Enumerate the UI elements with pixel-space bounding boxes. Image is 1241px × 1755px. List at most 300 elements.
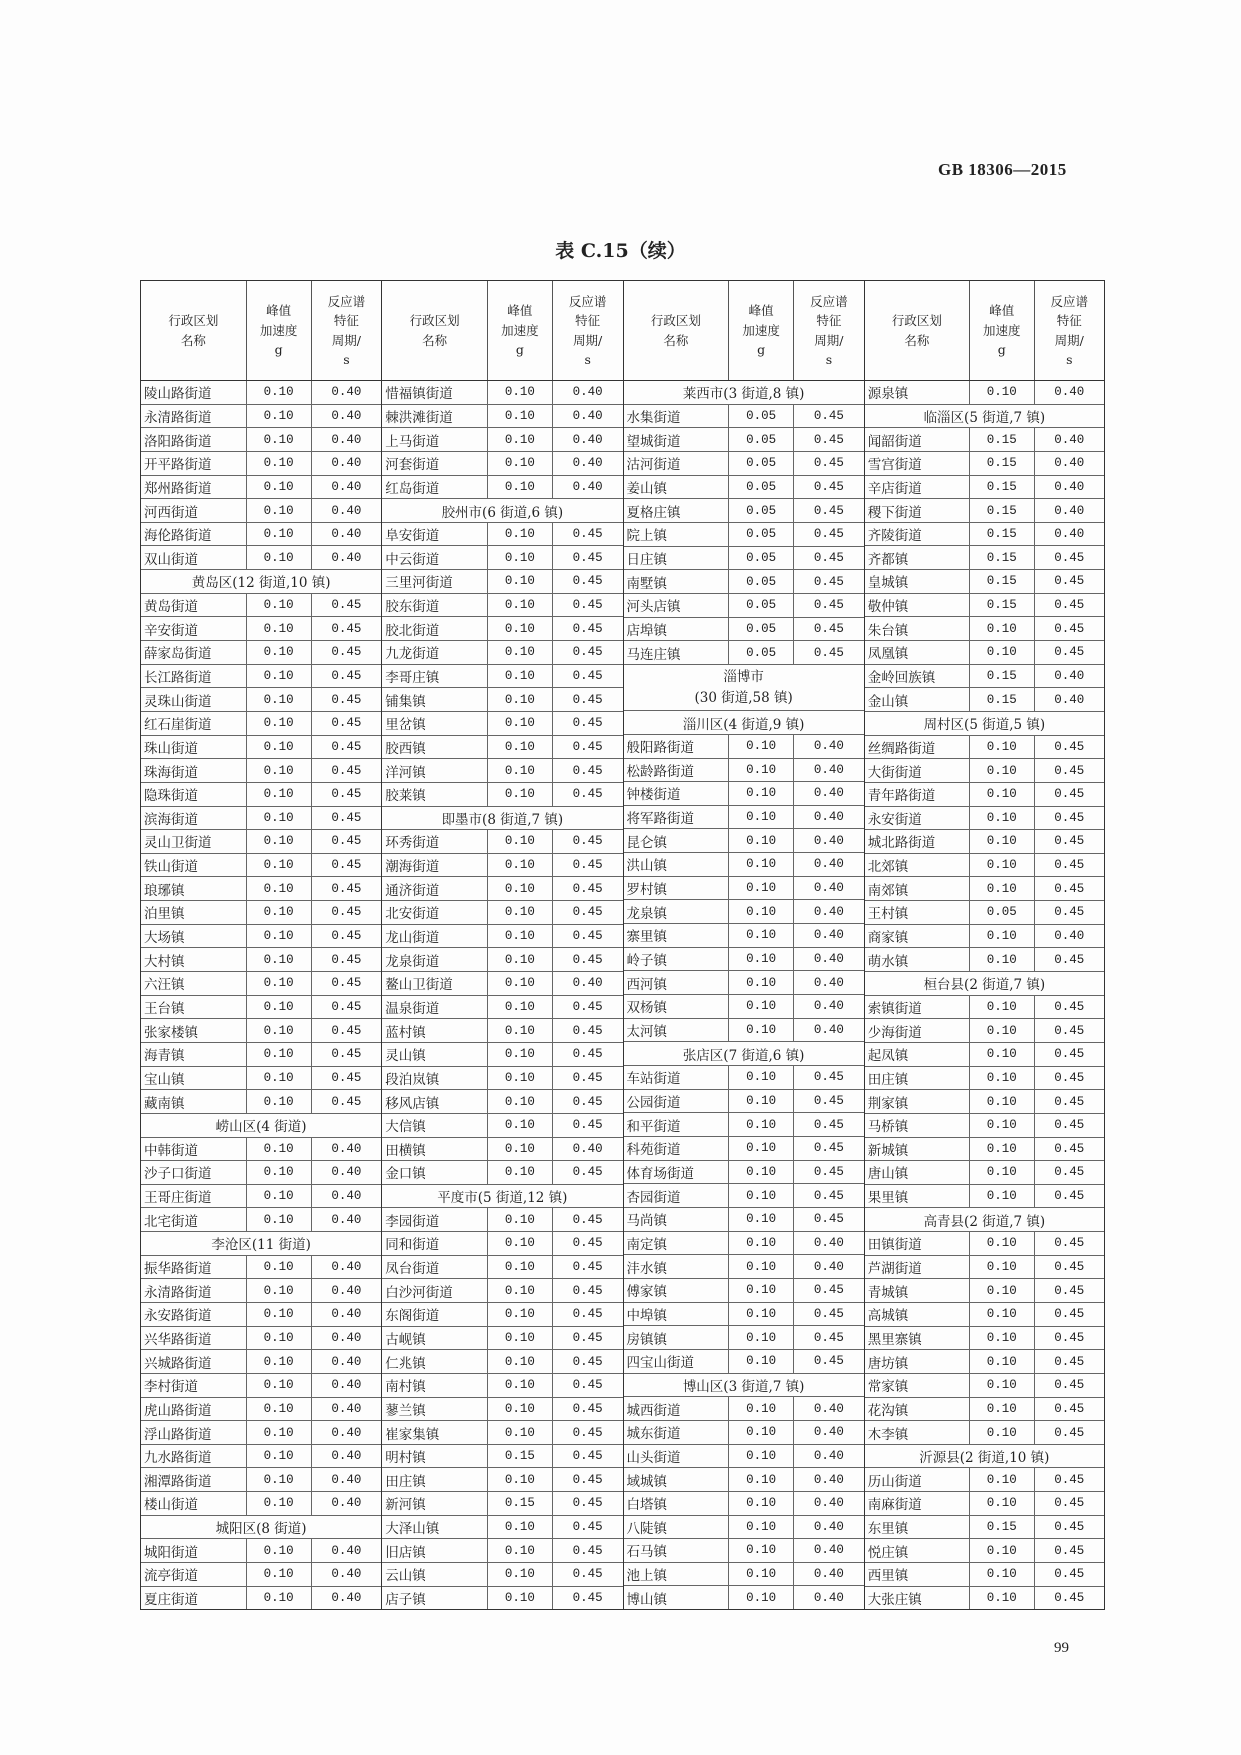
cell-name: 杏园街道 (624, 1184, 730, 1207)
cell-period: 0.40 (1054, 669, 1085, 683)
table-row (141, 523, 381, 547)
group-label: 即墨市(8 街道,7 镇) (441, 811, 564, 828)
cell-name: 胶北街道 (382, 617, 488, 640)
header-name: 行政区划 名称 (382, 281, 488, 380)
table-row (141, 617, 381, 641)
cell-period: 0.40 (813, 857, 844, 872)
cell-period: 0.45 (1054, 739, 1085, 754)
cell-name: 白塔镇 (624, 1492, 730, 1515)
cell-peak-acceleration: 0.10 (729, 1066, 794, 1089)
cell-name: 河套街道 (382, 452, 488, 475)
cell-name: 海青镇 (141, 1043, 247, 1066)
cell-name: 四宝山街道 (624, 1350, 730, 1373)
cell-period: 0.40 (1054, 503, 1085, 518)
cell-period: 0.45 (813, 645, 844, 660)
table-row (141, 594, 381, 618)
cell-period: 0.45 (813, 1141, 844, 1156)
table-row (382, 1492, 622, 1516)
cell-peak-acceleration: 0.10 (488, 405, 553, 428)
group-label: 胶州市(6 街道,6 镇) (441, 504, 564, 521)
table-row (624, 900, 864, 924)
cell-name: 中云街道 (382, 546, 488, 569)
cell-name: 北宅街道 (141, 1208, 247, 1231)
cell-period: 0.45 (572, 999, 603, 1014)
cell-period: 0.45 (813, 1212, 844, 1227)
table-row (865, 665, 1104, 689)
cell-peak-acceleration: 0.15 (970, 546, 1035, 569)
cell-period: 0.45 (572, 905, 603, 920)
table-row (865, 1539, 1104, 1563)
cell-peak-acceleration: 0.10 (970, 877, 1035, 900)
cell-name: 大街街道 (865, 759, 970, 782)
cell-peak-acceleration: 0.10 (488, 1232, 553, 1255)
table-row (141, 1019, 381, 1043)
cell-name: 南麻街道 (865, 1492, 970, 1515)
cell-period: 0.45 (813, 1094, 844, 1109)
group-label: 莱西市(3 街道,8 镇) (682, 386, 805, 403)
cell-period: 0.45 (813, 479, 844, 494)
cell-peak-acceleration: 0.10 (247, 688, 312, 711)
cell-period: 0.40 (813, 1519, 844, 1534)
cell-period: 0.45 (572, 550, 603, 565)
cell-period: 0.45 (1054, 1070, 1085, 1085)
cell-period: 0.40 (813, 1023, 844, 1038)
cell-peak-acceleration: 0.10 (488, 1114, 553, 1137)
group-label: 桓台县(2 街道,7 镇) (923, 977, 1046, 994)
cell-peak-acceleration: 0.10 (970, 1374, 1035, 1397)
cell-peak-acceleration: 0.05 (729, 405, 794, 428)
table-row (141, 665, 381, 689)
table-row (624, 1279, 864, 1303)
cell-peak-acceleration: 0.10 (247, 901, 312, 924)
cell-peak-acceleration: 0.10 (729, 1208, 794, 1231)
cell-peak-acceleration: 0.10 (970, 1539, 1035, 1562)
cell-name: 李哥庄镇 (382, 665, 488, 688)
cell-period: 0.40 (813, 1401, 844, 1416)
cell-period: 0.45 (1054, 858, 1085, 873)
cell-peak-acceleration: 0.10 (970, 1303, 1035, 1326)
cell-name: 王村镇 (865, 901, 970, 924)
table-row (141, 381, 381, 405)
cell-period: 0.45 (813, 1306, 844, 1321)
table-row (141, 925, 381, 949)
table-row (865, 1374, 1104, 1398)
table-row (865, 830, 1104, 854)
table-row (865, 996, 1104, 1020)
cell-peak-acceleration: 0.10 (970, 1161, 1035, 1184)
table-row (141, 1185, 381, 1209)
table-header (382, 281, 622, 381)
table-row (141, 1067, 381, 1091)
cell-period: 0.45 (1054, 787, 1085, 802)
cell-name: 城西街道 (624, 1397, 730, 1420)
table-row (382, 1350, 622, 1374)
table-row (865, 1327, 1104, 1351)
cell-peak-acceleration: 0.10 (488, 1374, 553, 1397)
cell-peak-acceleration: 0.10 (247, 1539, 312, 1562)
cell-peak-acceleration: 0.10 (970, 1138, 1035, 1161)
cell-peak-acceleration: 0.10 (729, 1397, 794, 1420)
cell-period: 0.45 (813, 456, 844, 471)
table-row (382, 1067, 622, 1091)
cell-name: 悦庄镇 (865, 1539, 970, 1562)
table-row (141, 759, 381, 783)
cell-period: 0.45 (331, 763, 362, 778)
cell-peak-acceleration: 0.10 (729, 1350, 794, 1373)
cell-peak-acceleration: 0.15 (970, 688, 1035, 711)
group-label: 沂源县(2 街道,10 镇) (919, 1450, 1050, 1467)
cell-period: 0.40 (331, 550, 362, 565)
cell-name: 黑里寨镇 (865, 1327, 970, 1350)
cell-name: 山头街道 (624, 1445, 730, 1468)
cell-peak-acceleration: 0.10 (488, 1587, 553, 1610)
cell-name: 大信镇 (382, 1114, 488, 1137)
cell-peak-acceleration: 0.10 (729, 829, 794, 852)
cell-peak-acceleration: 0.10 (247, 1090, 312, 1113)
cell-period: 0.45 (572, 1330, 603, 1345)
cell-period: 0.45 (331, 834, 362, 849)
cell-name: 云山镇 (382, 1563, 488, 1586)
cell-peak-acceleration: 0.10 (729, 1516, 794, 1539)
cell-period: 0.45 (1054, 574, 1085, 589)
cell-peak-acceleration: 0.10 (247, 1138, 312, 1161)
cell-peak-acceleration: 0.10 (247, 381, 312, 404)
table-group-row (865, 405, 1104, 429)
cell-period: 0.45 (572, 574, 603, 589)
cell-period: 0.40 (331, 1330, 362, 1345)
cell-period: 0.45 (1054, 645, 1085, 660)
cell-peak-acceleration: 0.10 (247, 1161, 312, 1184)
cell-name: 院上镇 (624, 523, 730, 546)
cell-name: 仁兆镇 (382, 1350, 488, 1373)
cell-name: 薛家岛街道 (141, 641, 247, 664)
cell-name: 夏格庄镇 (624, 499, 730, 522)
table-group-row (865, 972, 1104, 996)
group-label: 黄岛区(12 街道,10 镇) (191, 575, 331, 592)
cell-peak-acceleration: 0.10 (247, 1374, 312, 1397)
group-label (624, 665, 864, 710)
cell-period: 0.40 (572, 456, 603, 471)
cell-name: 夏庄街道 (141, 1587, 247, 1610)
cell-period: 0.45 (1054, 1472, 1085, 1487)
cell-peak-acceleration: 0.10 (488, 617, 553, 640)
cell-period: 0.40 (813, 999, 844, 1014)
cell-peak-acceleration: 0.10 (729, 782, 794, 805)
cell-peak-acceleration: 0.15 (970, 452, 1035, 475)
cell-name: 陵山路街道 (141, 381, 247, 404)
table-row (624, 759, 864, 783)
table-row (624, 1113, 864, 1137)
table-row (865, 1185, 1104, 1209)
cell-period: 0.45 (572, 1118, 603, 1133)
cell-name: 宝山镇 (141, 1067, 247, 1090)
standard-code: GB 18306—2015 (938, 160, 1067, 179)
cell-period: 0.45 (331, 858, 362, 873)
cell-name: 敬仲镇 (865, 594, 970, 617)
cell-period: 0.40 (813, 952, 844, 967)
cell-peak-acceleration: 0.10 (247, 1256, 312, 1279)
cell-name: 房镇镇 (624, 1326, 730, 1349)
table-group-row (865, 1445, 1104, 1469)
cell-name: 双山街道 (141, 546, 247, 569)
cell-peak-acceleration: 0.10 (729, 1586, 794, 1609)
cell-period: 0.45 (813, 550, 844, 565)
cell-name: 中埠镇 (624, 1303, 730, 1326)
table-block-3 (623, 280, 864, 1610)
cell-name: 珠海街道 (141, 759, 247, 782)
table-row (382, 783, 622, 807)
group-label: 李沧区(11 街道) (211, 1237, 311, 1254)
cell-period: 0.45 (572, 739, 603, 754)
cell-period: 0.40 (331, 503, 362, 518)
cell-name: 温泉街道 (382, 996, 488, 1019)
table-row (141, 1374, 381, 1398)
cell-peak-acceleration: 0.10 (970, 1350, 1035, 1373)
header-period: 反应谱 特征 周期/ s (810, 293, 848, 367)
cell-name: 太河镇 (624, 1019, 730, 1042)
table-row (382, 1539, 622, 1563)
cell-name: 长江路街道 (141, 665, 247, 688)
cell-period: 0.45 (1054, 1047, 1085, 1062)
group-label: 城阳区(8 街道) (215, 1521, 307, 1538)
cell-peak-acceleration: 0.10 (729, 759, 794, 782)
table-row (624, 1184, 864, 1208)
cell-peak-acceleration: 0.10 (247, 1492, 312, 1515)
cell-period: 0.45 (572, 1520, 603, 1535)
cell-peak-acceleration: 0.10 (488, 996, 553, 1019)
header-peak-acceleration: 峰值 加速度 g (247, 281, 312, 380)
table-row (141, 499, 381, 523)
table-row (382, 759, 622, 783)
table-row (382, 877, 622, 901)
cell-period: 0.40 (331, 527, 362, 542)
table-group-row (865, 712, 1104, 736)
cell-peak-acceleration: 0.10 (970, 1019, 1035, 1042)
cell-period: 0.45 (331, 952, 362, 967)
table-row (141, 1043, 381, 1067)
cell-name: 旧店镇 (382, 1539, 488, 1562)
cell-peak-acceleration: 0.10 (247, 452, 312, 475)
table-row (624, 1397, 864, 1421)
table-row (141, 1279, 381, 1303)
cell-period: 0.45 (813, 621, 844, 636)
header-period: 反应谱 特征 周期/ s (1050, 293, 1089, 367)
cell-peak-acceleration: 0.10 (970, 1090, 1035, 1113)
cell-period: 0.45 (813, 1283, 844, 1298)
cell-peak-acceleration: 0.10 (970, 1468, 1035, 1491)
table-row (382, 736, 622, 760)
cell-name: 新城镇 (865, 1138, 970, 1161)
table-row (865, 1161, 1104, 1185)
cell-period: 0.45 (1054, 1236, 1085, 1251)
cell-name: 朱台镇 (865, 617, 970, 640)
cell-name: 大村镇 (141, 948, 247, 971)
cell-peak-acceleration: 0.10 (488, 1208, 553, 1231)
table-title: 表 C.15（续） (555, 240, 686, 262)
table-row (382, 1516, 622, 1540)
cell-peak-acceleration: 0.10 (729, 1161, 794, 1184)
cell-peak-acceleration: 0.10 (488, 570, 553, 593)
cell-name: 六汪镇 (141, 972, 247, 995)
table-row (141, 546, 381, 570)
table-row (624, 948, 864, 972)
cell-period: 0.40 (813, 928, 844, 943)
table-row (624, 1232, 864, 1256)
cell-peak-acceleration: 0.10 (729, 853, 794, 876)
cell-name: 蓼兰镇 (382, 1398, 488, 1421)
cell-name: 沙子口街道 (141, 1161, 247, 1184)
cell-peak-acceleration: 0.10 (488, 381, 553, 404)
table-row (865, 901, 1104, 925)
group-label: 淄川区(4 街道,9 镇) (682, 716, 805, 733)
cell-peak-acceleration: 0.10 (488, 1161, 553, 1184)
cell-peak-acceleration: 0.10 (970, 1587, 1035, 1610)
cell-name: 九龙街道 (382, 641, 488, 664)
cell-peak-acceleration: 0.10 (488, 1327, 553, 1350)
cell-peak-acceleration: 0.10 (247, 948, 312, 971)
table-row (141, 452, 381, 476)
table-row (624, 877, 864, 901)
cell-period: 0.40 (813, 1590, 844, 1605)
cell-peak-acceleration: 0.10 (729, 1303, 794, 1326)
cell-name: 马尚镇 (624, 1208, 730, 1231)
group-label: 高青县(2 街道,7 镇) (923, 1213, 1046, 1230)
table-row (382, 476, 622, 500)
table-row (141, 641, 381, 665)
cell-period: 0.45 (813, 1164, 844, 1179)
table-row (141, 712, 381, 736)
cell-period: 0.45 (1054, 1354, 1085, 1369)
cell-name: 琅琊镇 (141, 877, 247, 900)
table-row (624, 428, 864, 452)
table-row (141, 996, 381, 1020)
cell-peak-acceleration: 0.10 (488, 1303, 553, 1326)
cell-peak-acceleration: 0.10 (970, 925, 1035, 948)
cell-name: 洪山镇 (624, 853, 730, 876)
cell-peak-acceleration: 0.10 (729, 971, 794, 994)
table-row (382, 452, 622, 476)
cell-period: 0.40 (813, 833, 844, 848)
cell-peak-acceleration: 0.10 (247, 1303, 312, 1326)
cell-period: 0.45 (813, 1070, 844, 1085)
cell-period: 0.40 (331, 1378, 362, 1393)
cell-period: 0.45 (572, 858, 603, 873)
table-row (865, 1232, 1104, 1256)
table-row (624, 1019, 864, 1043)
cell-period: 0.45 (1054, 1401, 1085, 1416)
cell-period: 0.45 (331, 881, 362, 896)
cell-period: 0.40 (813, 1448, 844, 1463)
cell-name: 辛店街道 (865, 476, 970, 499)
cell-name: 珠山街道 (141, 736, 247, 759)
cell-period: 0.40 (331, 479, 362, 494)
table-row (865, 452, 1104, 476)
cell-name: 公园街道 (624, 1090, 730, 1113)
table-row (865, 1563, 1104, 1587)
table-row (624, 1350, 864, 1374)
cell-period: 0.40 (1054, 456, 1085, 471)
cell-peak-acceleration: 0.10 (247, 617, 312, 640)
cell-peak-acceleration: 0.15 (488, 1492, 553, 1515)
cell-period: 0.45 (331, 716, 362, 731)
cell-name: 雪宫街道 (865, 452, 970, 475)
cell-period: 0.40 (331, 1212, 362, 1227)
table-header (624, 281, 864, 381)
cell-name: 大场镇 (141, 925, 247, 948)
header-name: 行政区划 名称 (141, 281, 247, 380)
table-row (865, 1492, 1104, 1516)
cell-peak-acceleration: 0.10 (970, 996, 1035, 1019)
table-group-row (382, 807, 622, 831)
table-row (382, 1279, 622, 1303)
cell-peak-acceleration: 0.10 (247, 1043, 312, 1066)
table-row (865, 1114, 1104, 1138)
cell-period: 0.45 (1054, 1378, 1085, 1393)
cell-peak-acceleration: 0.10 (488, 665, 553, 688)
cell-period: 0.45 (331, 669, 362, 683)
cell-peak-acceleration: 0.10 (729, 900, 794, 923)
cell-period: 0.40 (1054, 479, 1085, 494)
header-name: 行政区划 名称 (624, 281, 730, 380)
cell-name: 岭子镇 (624, 948, 730, 971)
cell-name: 南定镇 (624, 1232, 730, 1255)
cell-peak-acceleration: 0.10 (247, 1563, 312, 1586)
cell-name: 西里镇 (865, 1563, 970, 1586)
table-row (141, 428, 381, 452)
table-block-2 (381, 280, 622, 1610)
cell-peak-acceleration: 0.10 (729, 735, 794, 758)
table-row (624, 1516, 864, 1540)
cell-period: 0.45 (1054, 1543, 1085, 1558)
cell-name: 店子镇 (382, 1587, 488, 1610)
cell-period: 0.45 (572, 621, 603, 636)
cell-name: 藏南镇 (141, 1090, 247, 1113)
table-row (382, 641, 622, 665)
cell-period: 0.40 (813, 1567, 844, 1582)
cell-name: 李园街道 (382, 1208, 488, 1231)
table-row (382, 925, 622, 949)
table-row (624, 995, 864, 1019)
cell-period: 0.45 (572, 1543, 603, 1558)
cell-name: 姜山镇 (624, 476, 730, 499)
cell-name: 隐珠街道 (141, 783, 247, 806)
cell-name: 红石崖街道 (141, 712, 247, 735)
cell-name: 潮海街道 (382, 854, 488, 877)
table-row (624, 829, 864, 853)
cell-name: 虎山路街道 (141, 1398, 247, 1421)
cell-period: 0.40 (572, 479, 603, 494)
cell-peak-acceleration: 0.10 (488, 1563, 553, 1586)
table-row (865, 476, 1104, 500)
cell-name: 环秀街道 (382, 830, 488, 853)
cell-peak-acceleration: 0.10 (488, 641, 553, 664)
cell-period: 0.45 (572, 1236, 603, 1251)
cell-period: 0.45 (331, 1070, 362, 1085)
table-row (865, 381, 1104, 405)
table-row (865, 546, 1104, 570)
cell-peak-acceleration: 0.10 (488, 1043, 553, 1066)
table-row (141, 1256, 381, 1280)
group-label: 博山区(3 街道,7 镇) (682, 1378, 805, 1395)
cell-peak-acceleration: 0.10 (970, 1067, 1035, 1090)
cell-name: 皇城镇 (865, 570, 970, 593)
cell-peak-acceleration: 0.10 (970, 1185, 1035, 1208)
cell-peak-acceleration: 0.10 (247, 1421, 312, 1444)
table-group-row (382, 499, 622, 523)
table-row (865, 948, 1104, 972)
table-row (382, 1587, 622, 1610)
cell-period: 0.40 (572, 976, 603, 991)
